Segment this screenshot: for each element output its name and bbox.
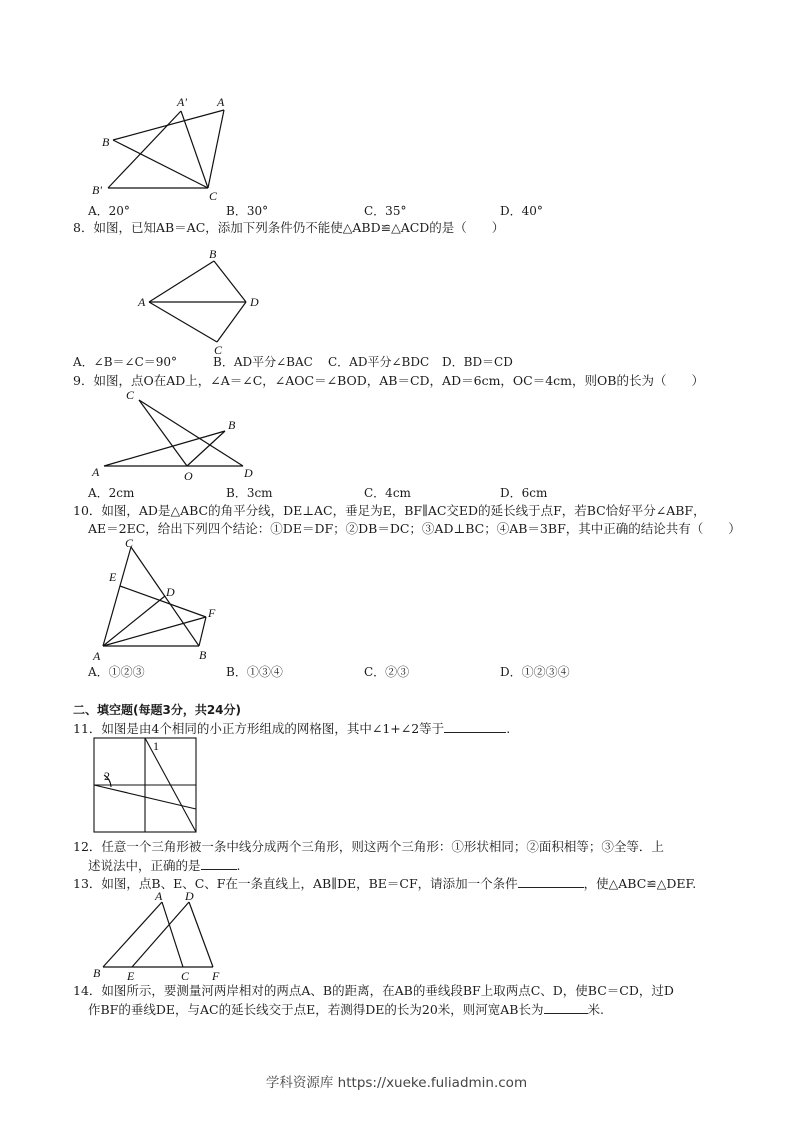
- q11-text-end: .: [506, 721, 511, 736]
- q7-label-a-prime: A': [177, 95, 187, 109]
- q8-label-c: C: [214, 343, 223, 356]
- q13-label-c: C: [181, 969, 190, 982]
- q13-answer-blank[interactable]: [518, 875, 584, 888]
- q11-grid-figure: [90, 735, 200, 835]
- q10-option-a[interactable]: A．①②③: [88, 665, 145, 679]
- q7-figure: [88, 92, 238, 204]
- q13-label-d: D: [185, 889, 194, 903]
- q9-option-d[interactable]: D．6cm: [500, 486, 548, 500]
- q10-question-line2: AE＝2EC，给出下列四个结论：①DE＝DF；②DB＝DC；③AD⊥BC；④AB＝3BF，其中正确的结论共有（ ）: [88, 521, 741, 536]
- q9-option-a[interactable]: A．2cm: [88, 486, 135, 500]
- q10-question-line1: 10．如图，AD是△ABC的角平分线，DE⊥AC，垂足为E，BF∥AC交ED的延长线于点F，若BC恰好平分∠ABF，: [73, 503, 706, 518]
- q10-label-d: D: [166, 585, 175, 599]
- q10-option-d[interactable]: D．①②③④: [500, 665, 570, 679]
- q8-label-d: D: [250, 295, 259, 309]
- q11-answer-blank[interactable]: [444, 720, 506, 733]
- q10-option-b[interactable]: B．①③④: [226, 665, 283, 679]
- q13-label-e: E: [127, 969, 135, 982]
- q7-label-b: B: [102, 135, 110, 149]
- q12-answer-blank[interactable]: [201, 857, 237, 870]
- q9-label-a: A: [92, 465, 100, 479]
- q13-text-end: ，使△ABC≌△DEF.: [583, 876, 697, 891]
- q10-label-e: E: [109, 570, 117, 584]
- q8-option-a[interactable]: A．∠B＝∠C＝90°: [73, 355, 178, 369]
- q9-option-b[interactable]: B．3cm: [226, 486, 273, 500]
- q10-label-a: A: [93, 649, 101, 663]
- q10-option-c[interactable]: C．②③: [364, 665, 410, 679]
- q9-figure: [88, 384, 263, 482]
- q10-label-c: C: [125, 536, 134, 550]
- q14-text: 作BF的垂线DE，与AC的延长线交于点E，若测得DE的长为20米，则河宽AB长为: [88, 1002, 544, 1017]
- q8-option-d[interactable]: D．BD＝CD: [442, 355, 513, 369]
- q7-option-b[interactable]: B．30°: [226, 204, 269, 218]
- q13-text: 13．如图，点B、E、C、F在一条直线上，AB∥DE，BE＝CF，请添加一个条件: [73, 876, 518, 891]
- q9-label-b: B: [228, 418, 236, 432]
- footer-watermark: 学科资源库 https://xueke.fuliadmin.com: [265, 1075, 528, 1091]
- q9-option-c[interactable]: C．4cm: [364, 486, 411, 500]
- q14-question-line1: 14．如图所示，要测量河两岸相对的两点A、B的距离，在AB的垂线段BF上取两点C、D，使BC＝CD，过D: [73, 983, 674, 998]
- q8-option-c[interactable]: C．AD平分∠BDC: [328, 355, 430, 369]
- q8-option-b[interactable]: B．AD平分∠BAC: [213, 355, 313, 369]
- q14-answer-blank[interactable]: [544, 1001, 588, 1014]
- q9-question: 9．如图，点O在AD上，∠A＝∠C，∠AOC＝∠BOD，AB＝CD，AD＝6cm，OC＝4cm，则OB的长为（ ）: [73, 373, 704, 388]
- q13-figure: [88, 887, 233, 982]
- q7-label-c: C: [209, 189, 218, 203]
- q13-label-a: A: [155, 889, 163, 903]
- q7-option-c[interactable]: C．35°: [364, 204, 407, 218]
- q11-label-1: 1: [153, 739, 159, 753]
- q10-figure: [88, 535, 223, 665]
- q10-label-b: B: [199, 648, 207, 662]
- q9-label-c: C: [126, 388, 135, 402]
- q9-label-d: D: [244, 466, 253, 480]
- q11-text: 11．如图是由4个相同的小正方形组成的网格图，其中∠1+∠2等于: [73, 721, 445, 736]
- q12-question-line2: [88, 857, 241, 874]
- q12-question-line1: 12．任意一个三角形被一条中线分成两个三角形，则这两个三角形：①形状相同；②面积相等；③全等．上: [73, 839, 664, 854]
- q8-label-b: B: [209, 247, 217, 261]
- q14-question-line2: [88, 1001, 604, 1018]
- q10-label-f: F: [208, 606, 216, 620]
- q8-label-a: A: [138, 295, 146, 309]
- q8-figure: [134, 246, 264, 356]
- q7-label-b-prime: B': [92, 183, 102, 197]
- q9-label-o: O: [184, 469, 193, 482]
- q13-label-b: B: [93, 966, 101, 980]
- q7-label-a: A: [217, 95, 225, 109]
- q11-label-2: 2: [104, 769, 110, 783]
- q7-option-d[interactable]: D．40°: [500, 204, 543, 218]
- q12-text: 述说法中，正确的是: [88, 858, 201, 873]
- q14-text-end: 米.: [587, 1002, 604, 1017]
- q8-question: 8．如图，已知AB＝AC，添加下列条件仍不能使△ABD≌△ACD的是（ ）: [73, 220, 505, 235]
- q13-label-f: F: [212, 969, 220, 982]
- q7-option-a[interactable]: A．20°: [88, 204, 130, 218]
- section-title-fill-in: 二、填空题(每题3分，共24分): [73, 703, 242, 717]
- q12-text-end: .: [236, 858, 241, 873]
